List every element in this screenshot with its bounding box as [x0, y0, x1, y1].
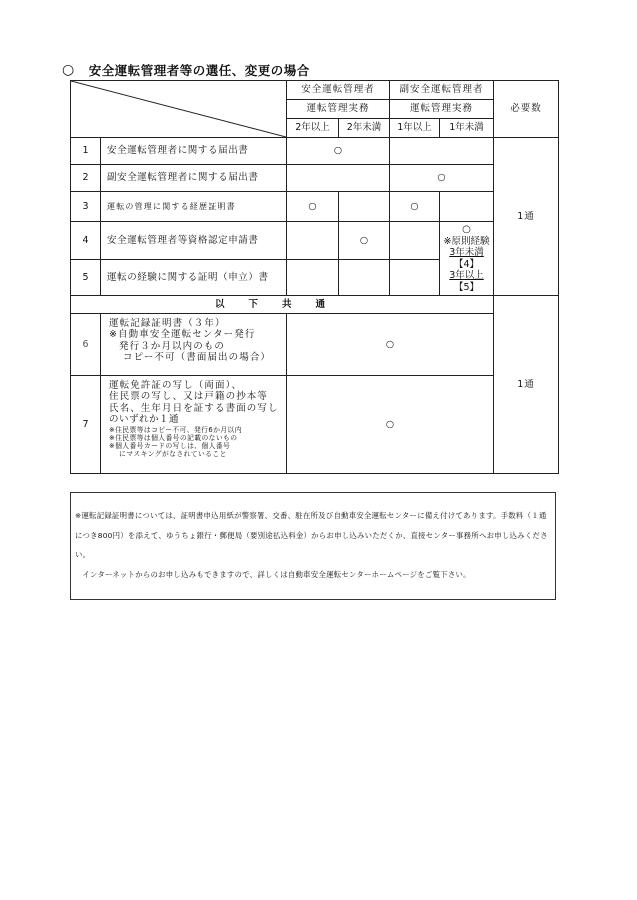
circle-mark: ○: [390, 192, 440, 222]
row-number: 7: [71, 376, 101, 474]
documents-table: [70, 80, 559, 474]
row-label: 安全運転管理者等資格認定申請書: [101, 222, 287, 260]
header-diagonal-cell: [71, 81, 287, 138]
circle-mark: ○: [287, 314, 494, 376]
row-label: 副安全運転管理者に関する届出書: [101, 165, 287, 192]
driving-record-note: [70, 492, 556, 600]
note-paragraph-2: インターネットからのお申し込みもできますので、詳しくは自動車安全運転センターホームページをご覧下さい。: [82, 569, 471, 579]
circle-mark: ○: [339, 222, 390, 260]
header-management-experience-b: 運転管理実務: [390, 100, 494, 119]
circle-mark: ○: [287, 376, 494, 474]
common-section-label: 以下共通: [71, 296, 494, 314]
row-number: 6: [71, 314, 101, 376]
row-label: 安全運転管理者に関する届出書: [101, 138, 287, 165]
row-number: 4: [71, 222, 101, 260]
note-paragraph-1: ※運転記録証明書については、証明書申込用紙が警察署、交番、駐在所及び自動車安全運転センターに備え付けてあります。手数料（１通につき800円）を添えて、ゆうちょ銀行・郵便局（要別途払込料金）からお申し込みいただくか、直接センター事務所へお申し込みください。: [75, 511, 548, 559]
required-count-1: 1通: [494, 138, 559, 296]
row-number: 2: [71, 165, 101, 192]
header-deputy-manager: 副安全運転管理者: [390, 81, 494, 100]
circle-mark: ○: [390, 165, 494, 192]
row-number: 3: [71, 192, 101, 222]
col-1-year-or-more: 1年以上: [390, 119, 440, 138]
section-title: 安全運転管理者等の選任、変更の場合: [88, 63, 310, 78]
identity-documents: 運転免許証の写し（両面）、 住民票の写し、又は戸籍の抄本等 氏名、生年月日を証する書面の写し のいずれか１通 ※住民票等はコピー不可、発行6か月以内 ※住民票等は個人番号の記載のないもの ※個人番号カードの写しは、個人番号 にマスキングがなされていること: [101, 376, 287, 474]
header-safety-manager: 安全運転管理者: [287, 81, 390, 100]
header-required-count: 必要数: [494, 81, 559, 138]
header-management-experience-a: 運転管理実務: [287, 100, 390, 119]
row-number: 1: [71, 138, 101, 165]
row-label: 運転の管理に関する経歴証明書: [101, 192, 287, 222]
col-under-2-years: 2年未満: [339, 119, 390, 138]
driving-record-certificate: 運転記録証明書（３年） ※自動車安全運転センター発行 発行３か月以内のもの コピー不可（書面届出の場合）: [101, 314, 287, 376]
required-count-2: 1通: [494, 296, 559, 474]
section-heading: [62, 62, 310, 78]
row-label: 運転の経験に関する証明（申立）書: [101, 260, 287, 296]
experience-footnote: ○ ※原則経験 3年未満 【4】 3年以上 【5】: [440, 222, 494, 296]
col-2-years-or-more: 2年以上: [287, 119, 339, 138]
col-under-1-year: 1年未満: [440, 119, 494, 138]
circle-mark: ○: [287, 138, 390, 165]
circle-mark: ○: [287, 192, 339, 222]
circle-bullet-icon: ○: [62, 62, 75, 78]
row-number: 5: [71, 260, 101, 296]
